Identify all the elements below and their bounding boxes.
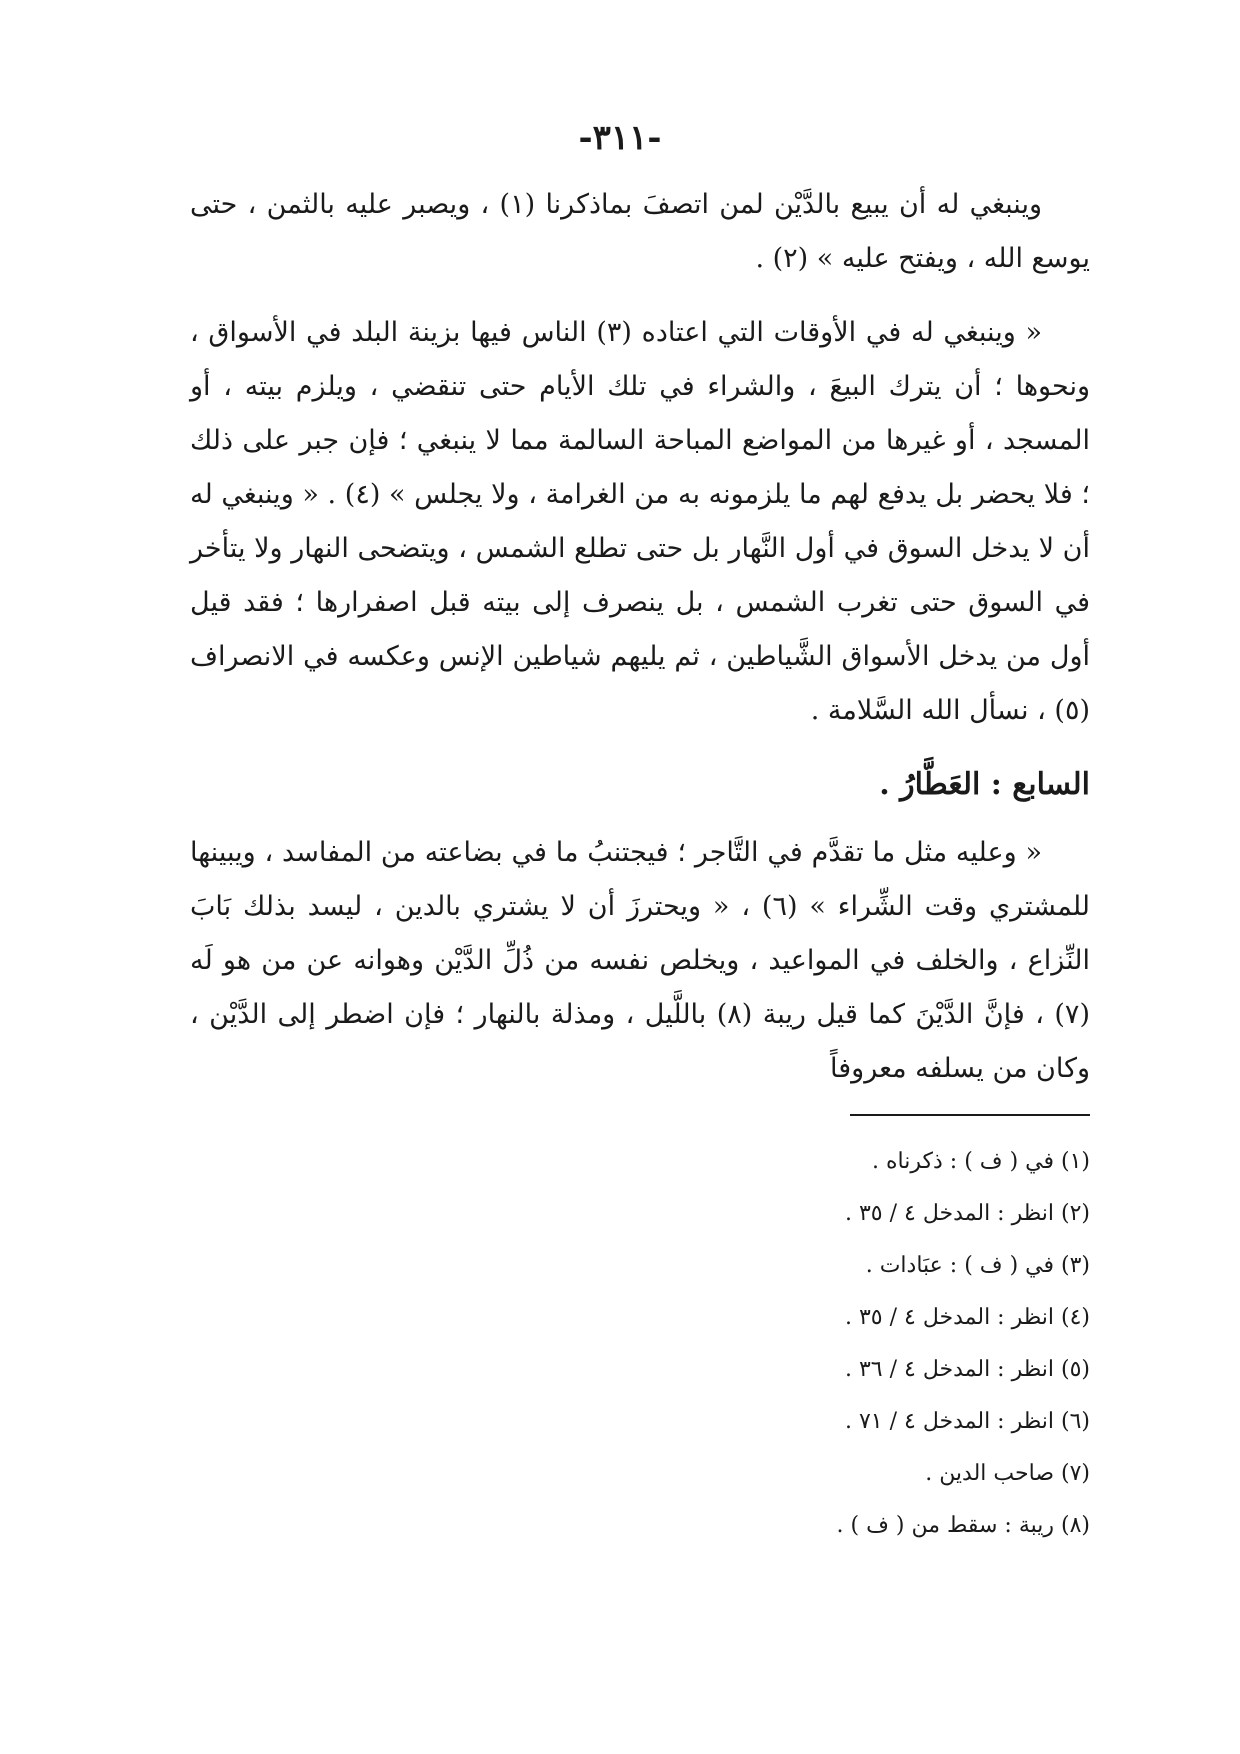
paragraph-2: « وينبغي له في الأوقات التي اعتاده (٣) الناس فيها بزينة البلد في الأسواق ، ونحوها ؛ أن يترك البيعَ ، والشراء في تلك الأيام حتى تنقضي ، ويلزم بيته ، أو المسجد ، أو غيرها من المواضع المباحة السالمة مما لا ينبغي ؛ فإن جبر على ذلك ؛ فلا يحضر بل يدفع لهم ما يلزمونه به من الغرامة ، ولا يجلس » (٤) . « وينبغي له أن لا يدخل السوق في أول النَّهار بل حتى تطلع الشمس ، ويتضحى النهار ولا يتأخر في السوق حتى تغرب الشمس ، بل ينصرف إلى بيته قبل اصفرارها ؛ فقد قيل أول من يدخل الأسواق الشَّياطين ، ثم يليهم شياطين الإنس وعكسه في الانصراف (٥) ، نسأل الله السَّلامة .	[190, 317, 1090, 726]
footnote-divider	[850, 1114, 1090, 1116]
footnote-6: (٦) انظر : المدخل ٤ / ٧١ .	[844, 1409, 1090, 1434]
section-paragraph: « وعليه مثل ما تقدَّم في التَّاجر ؛ فيجتنبُ ما في بضاعته من المفاسد ، ويبينها للمشتري وقت الشِّراء » (٦) ، « ويحترزَ أن لا يشتري بالدين ، ليسد بذلك بَابَ النِّزاع ، والخلف في المواعيد ، ويخلص نفسه من ذُلِّ الدَّيْن وهوانه عن من هو لَه (٧) ، فإنَّ الدَّيْنَ كما قيل ريبة (٨) باللَّيل ، ومذلة بالنهار ؛ فإن اضطر إلى الدَّيْن ، وكان من يسلفه معروفاً	[190, 837, 1090, 1084]
footnote-8: (٨) ريبة : سقط من ( ف ) .	[836, 1513, 1090, 1538]
footnotes-list	[190, 1136, 1090, 1552]
page-number: -٣١١-	[578, 118, 662, 158]
footnote-3: (٣) في ( ف ) : عبَادات .	[865, 1253, 1090, 1278]
section-heading: السابع : العَطَّارُ .	[879, 767, 1090, 802]
main-text	[190, 178, 1090, 1116]
paragraph-1: وينبغي له أن يبيع بالدَّيْن لمن اتصفَ بماذكرنا (١) ، ويصبر عليه بالثمن ، حتى يوسع الله ، ويفتح عليه » (٢) .	[190, 189, 1090, 274]
footnote-5: (٥) انظر : المدخل ٤ / ٣٦ .	[844, 1357, 1090, 1382]
footnote-1: (١) في ( ف ) : ذكرناه .	[872, 1149, 1090, 1174]
footnote-2: (٢) انظر : المدخل ٤ / ٣٥ .	[844, 1201, 1090, 1226]
footnote-7: (٧) صاحب الدين .	[925, 1461, 1090, 1486]
footnote-4: (٤) انظر : المدخل ٤ / ٣٥ .	[844, 1305, 1090, 1330]
